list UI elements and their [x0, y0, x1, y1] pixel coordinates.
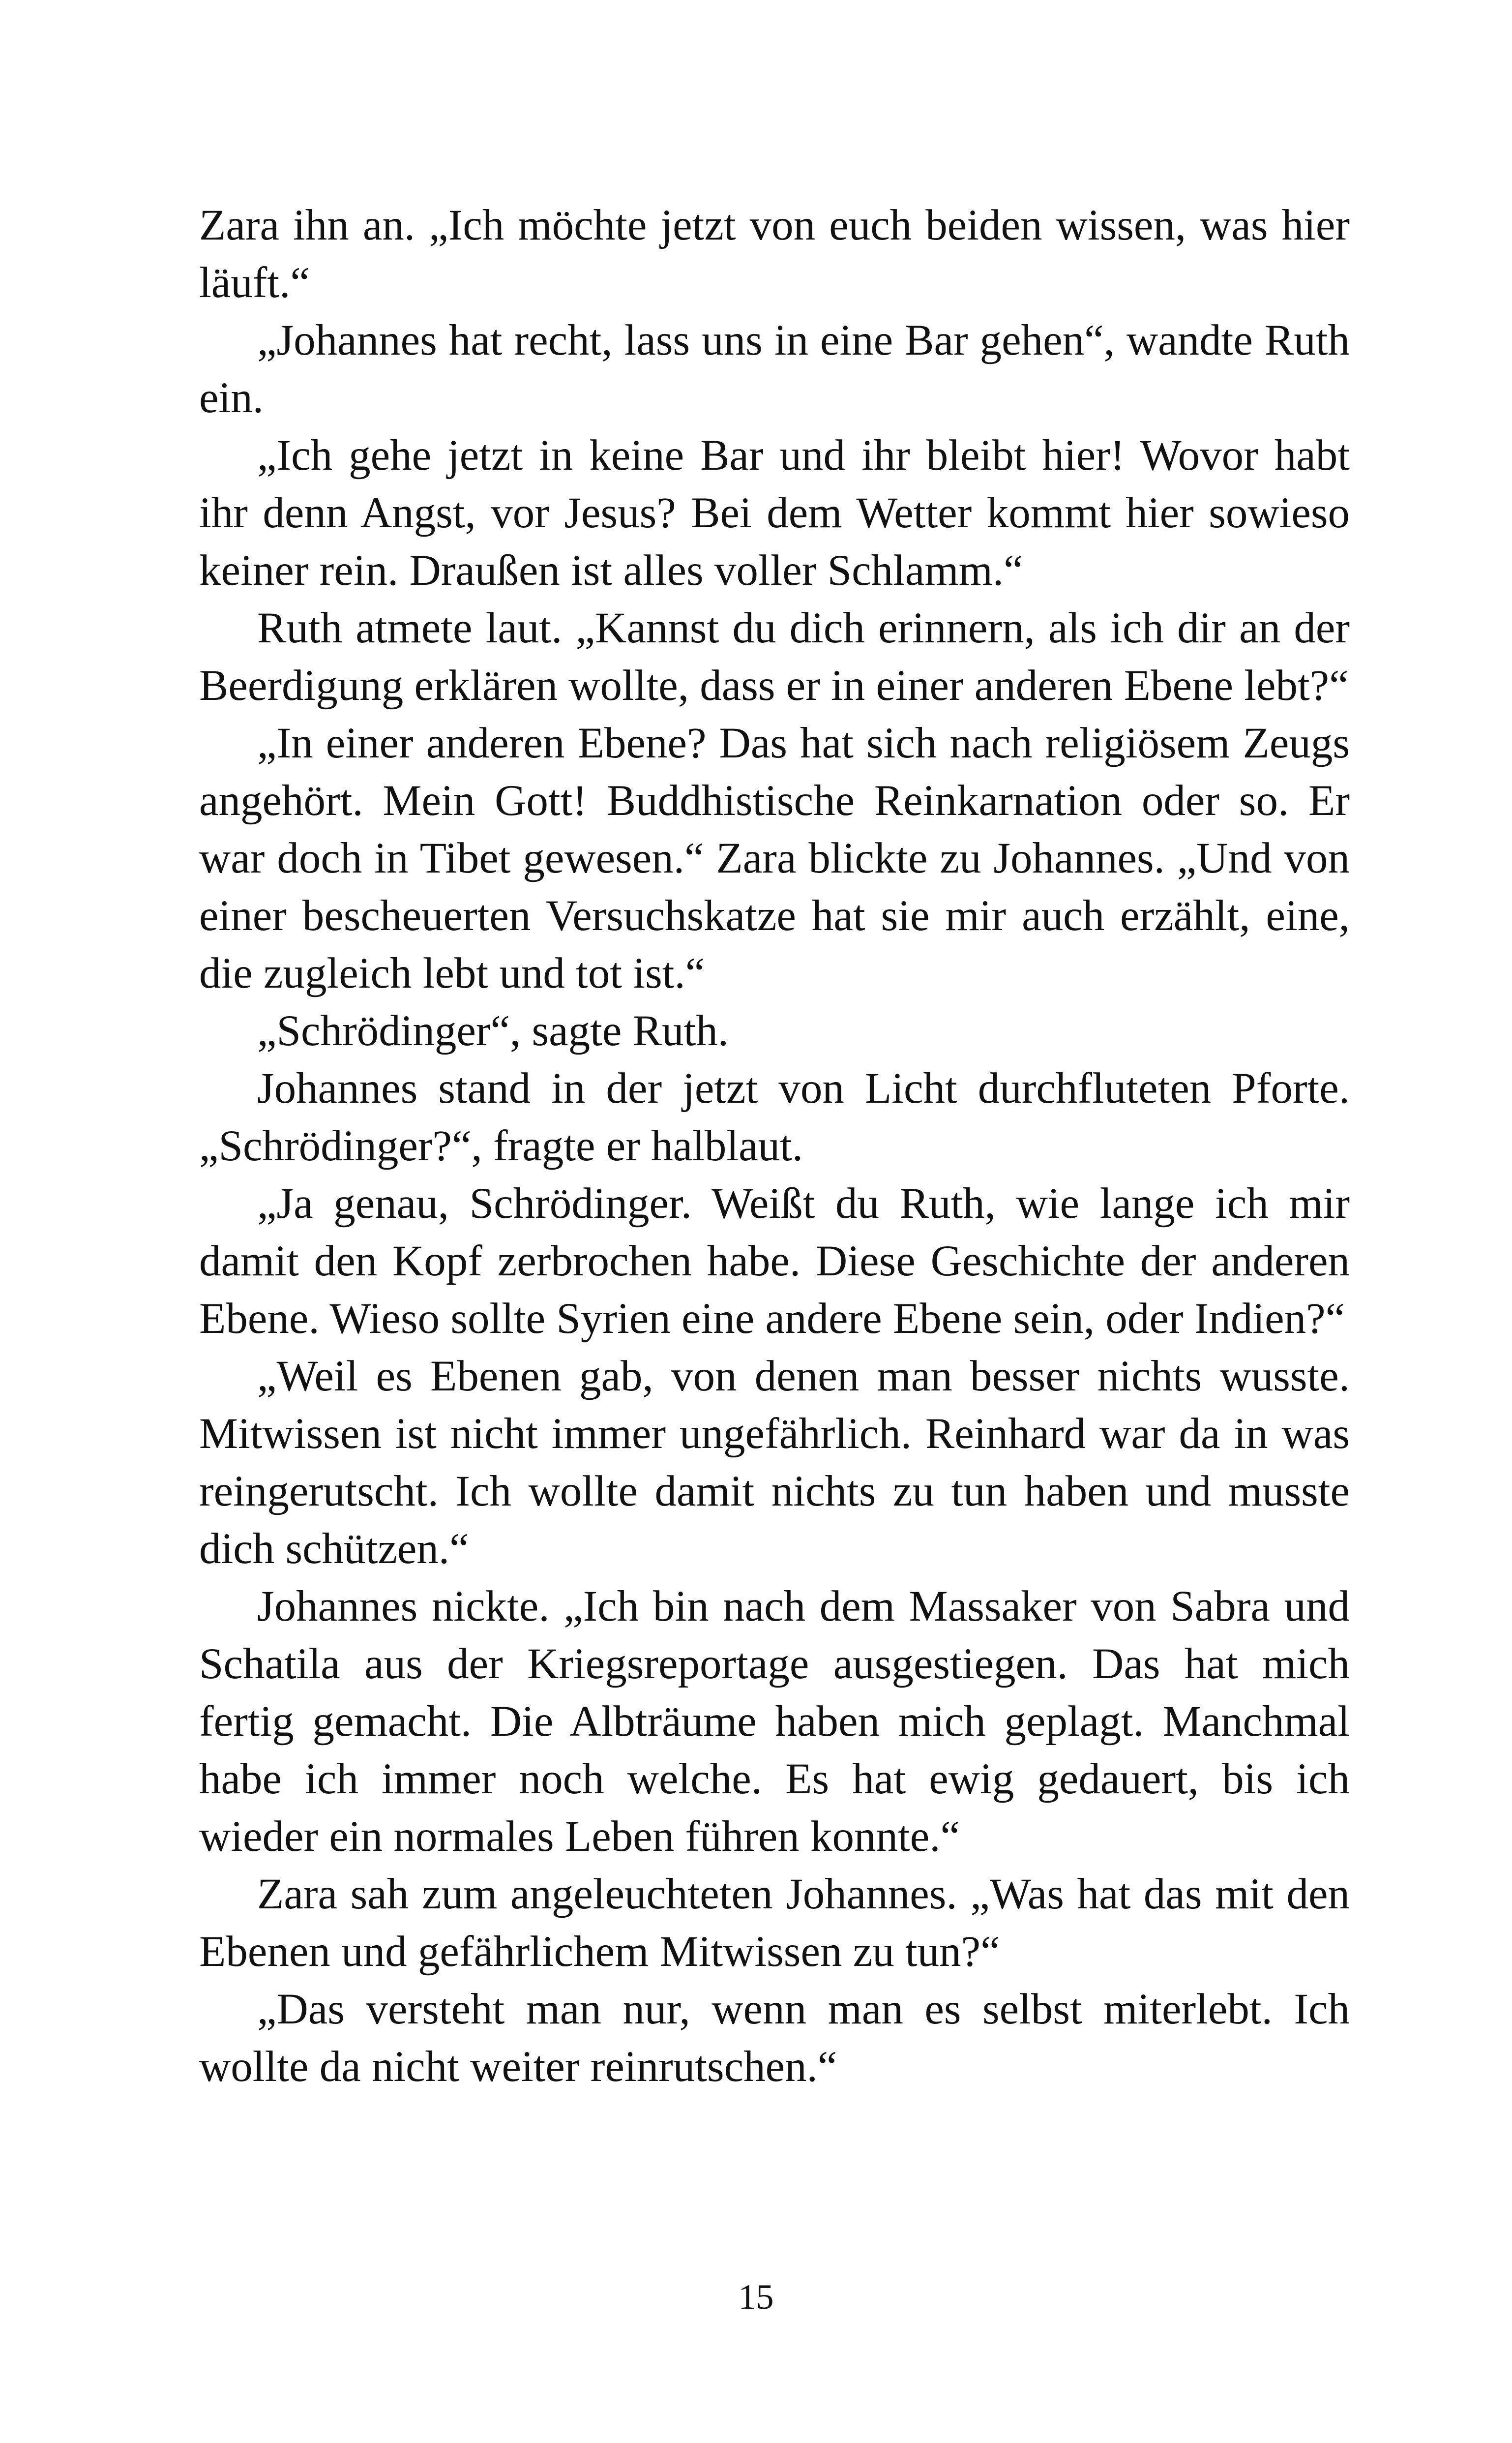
- paragraph-1: Zara ihn an. „Ich möchte jetzt von euch beiden wissen, was hier läuft.“: [199, 201, 1350, 307]
- paragraph-9: „Weil es Ebenen gab, von denen man besser nichts wusste. Mitwissen ist nicht immer ungefährlich. Reinhard war da in was reingerutscht. Ich wollte damit nichts zu tun haben und musste dich schützen.“: [199, 1352, 1350, 1573]
- paragraph-6: „Schrödinger“, sagte Ruth.: [257, 1007, 729, 1055]
- page-number: 15: [738, 2277, 774, 2317]
- paragraph-12: „Das versteht man nur, wenn man es selbst miterlebt. Ich wollte da nicht weiter reinrutschen.“: [199, 1985, 1350, 2091]
- paragraph-8: „Ja genau, Schrödinger. Weißt du Ruth, wie lange ich mir damit den Kopf zerbrochen habe. Diese Geschichte der anderen Ebene. Wieso sollte Syrien eine andere Ebene sein, oder Indien?“: [199, 1179, 1350, 1343]
- paragraph-5: „In einer anderen Ebene? Das hat sich nach religiösem Zeugs angehört. Mein Gott! Buddhistische Reinkarnation oder so. Er war doch in Tibet gewesen.“ Zara blickte zu Johannes. „Und von einer bescheuerten Versuchskatze hat sie mir auch erzählt, eine, die zugleich lebt und tot ist.“: [199, 719, 1350, 997]
- paragraph-7: Johannes stand in der jetzt von Licht durchfluteten Pforte. „Schrödinger?“, fragte er halblaut.: [199, 1064, 1350, 1170]
- paragraph-11: Zara sah zum angeleuchteten Johannes. „Was hat das mit den Ebenen und gefährlichem Mitwissen zu tun?“: [199, 1870, 1350, 1976]
- paragraph-2: „Johannes hat recht, lass uns in eine Bar gehen“, wandte Ruth ein.: [199, 316, 1350, 422]
- paragraph-10: Johannes nickte. „Ich bin nach dem Massaker von Sabra und Schatila aus der Kriegsreportage ausgestiegen. Das hat mich fertig gemacht. Die Albträume haben mich geplagt. Manchmal habe ich immer noch welche. Es hat ewig gedauert, bis ich wieder ein normales Leben führen konnte.“: [199, 1582, 1350, 1861]
- paragraph-4: Ruth atmete laut. „Kannst du dich erinnern, als ich dir an der Beerdigung erklären wollte, dass er in einer anderen Ebene lebt?“: [199, 604, 1350, 710]
- paragraph-3: „Ich gehe jetzt in keine Bar und ihr bleibt hier! Wovor habt ihr denn Angst, vor Jesus? Bei dem Wetter kommt hier sowieso keiner rein. Draußen ist alles voller Schlamm.“: [199, 431, 1350, 595]
- body-text: [199, 197, 1350, 2096]
